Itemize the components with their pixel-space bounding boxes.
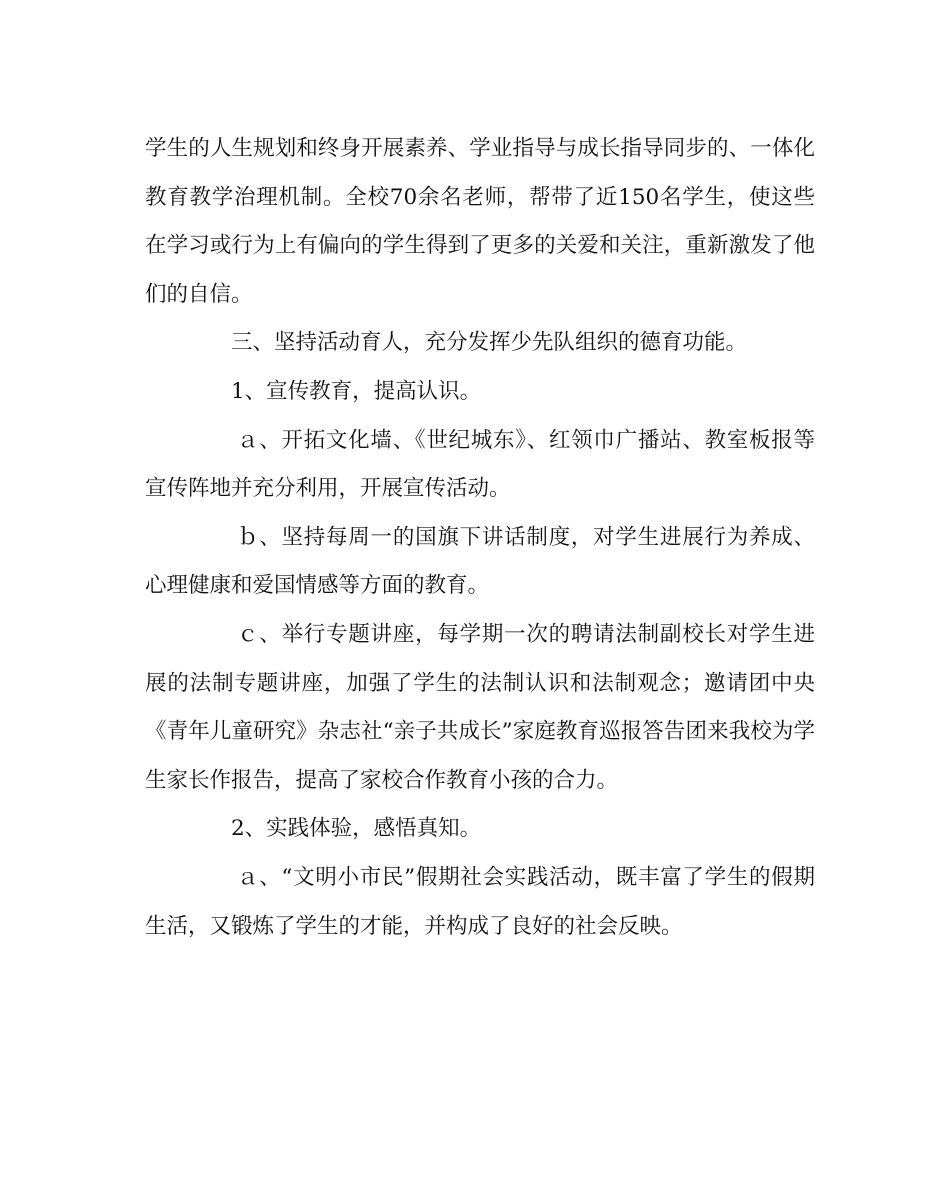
list-item-a-culture-wall: ａ、开拓文化墙、《世纪城东》、红领巾广播站、教室板报等宣传阵地并充分利用，开展宣传活动。: [145, 427, 815, 502]
list-item-a-social-practice: ａ、“文明小市民”假期社会实践活动，既丰富了学生的假期生活，又锻炼了学生的才能，并构成了良好的社会反映。: [145, 864, 815, 939]
document-body: [145, 125, 815, 951]
list-item-b-flag-speech: ｂ、坚持每周一的国旗下讲话制度，对学生进展行为养成、心理健康和爱国情感等方面的教育。: [145, 524, 815, 599]
paragraph-continuation: 学生的人生规划和终身开展素养、学业指导与成长指导同步的、一体化教育教学治理机制。全校70余名老师，帮带了近150名学生，使这些在学习或行为上有偏向的学生得到了更多的关爱和关注，重新激发了他们的自信。: [145, 136, 815, 307]
list-item-c-lectures: ｃ、举行专题讲座，每学期一次的聘请法制副校长对学生进展的法制专题讲座，加强了学生的法制认识和法制观念；邀请团中央《青年儿童研究》杂志社“亲子共成长”家庭教育巡报答告团来我校为学生家长作报告，提高了家校合作教育小孩的合力。: [145, 621, 815, 793]
section-heading-activity-education: 三、坚持活动育人，充分发挥少先队组织的德育功能。: [231, 330, 748, 356]
subheading-publicity-education: 1、宣传教育，提高认识。: [231, 378, 482, 404]
subheading-practice-experience: 2、实践体验，感悟真知。: [231, 816, 482, 842]
